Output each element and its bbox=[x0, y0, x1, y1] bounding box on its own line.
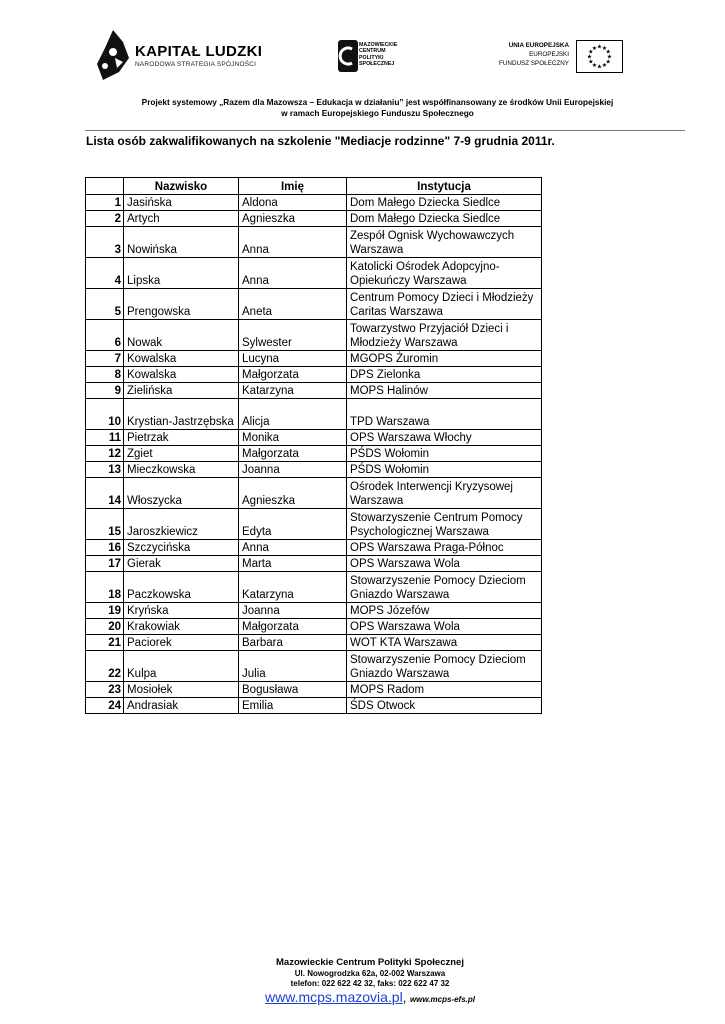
row-name: Anna bbox=[239, 258, 347, 289]
eu-star-icon: ★ bbox=[591, 63, 598, 70]
row-institution: MGOPS Żuromin bbox=[347, 351, 542, 367]
eu-line-1: UNIA EUROPEJSKA bbox=[508, 42, 569, 49]
project-line-1: Projekt systemowy „Razem dla Mazowsza – Edukacja w działaniu” jest współfinansowany ze środków Unii Europejskiej bbox=[141, 97, 614, 107]
row-institution: Stowarzyszenie Centrum Pomocy Psychologicznej Warszawa bbox=[347, 509, 542, 540]
row-name: Monika bbox=[239, 430, 347, 446]
row-number: 3 bbox=[86, 227, 124, 258]
eu-star-icon: ★ bbox=[586, 54, 593, 61]
row-number: 22 bbox=[86, 651, 124, 682]
kapital-ludzki-subtitle: NARODOWA STRATEGIA SPÓJNOŚCI bbox=[135, 61, 257, 68]
row-surname: Artych bbox=[124, 211, 239, 227]
row-institution: MOPS Radom bbox=[347, 682, 542, 698]
eu-star-icon: ★ bbox=[601, 45, 608, 52]
website-link-mcps[interactable]: www.mcps.mazovia.pl bbox=[265, 989, 403, 1005]
row-number: 11 bbox=[86, 430, 124, 446]
row-institution: DPS Zielonka bbox=[347, 367, 542, 383]
row-surname: Włoszycka bbox=[124, 478, 239, 509]
table-row bbox=[86, 383, 542, 399]
row-surname: Paciorek bbox=[124, 635, 239, 651]
row-surname: Jaroszkiewicz bbox=[124, 509, 239, 540]
row-name: Małgorzata bbox=[239, 446, 347, 462]
header-divider bbox=[85, 130, 685, 131]
row-surname: Nowińska bbox=[124, 227, 239, 258]
row-surname: Zgiet bbox=[124, 446, 239, 462]
row-name: Anna bbox=[239, 540, 347, 556]
project-line-2: w ramach Europejskiego Funduszu Społecznego bbox=[281, 107, 474, 118]
mcps-logo-text bbox=[359, 42, 397, 68]
row-surname: Krystian-Jastrzębska bbox=[124, 399, 239, 430]
row-name: Joanna bbox=[239, 603, 347, 619]
eu-star-icon: ★ bbox=[588, 59, 594, 66]
row-institution: TPD Warszawa bbox=[347, 399, 542, 430]
eu-logo-text bbox=[499, 41, 569, 68]
eu-flag-icon bbox=[576, 40, 623, 73]
header-surname: Nazwisko bbox=[124, 178, 239, 195]
mcps-logo bbox=[338, 40, 408, 76]
project-statement bbox=[70, 97, 685, 118]
row-surname: Kowalska bbox=[124, 367, 239, 383]
row-surname: Mieczkowska bbox=[124, 462, 239, 478]
row-institution: PŚDS Wołomin bbox=[347, 462, 542, 478]
row-institution: Ośrodek Interwencji Kryzysowej Warszawa bbox=[347, 478, 542, 509]
row-surname: Kowalska bbox=[124, 351, 239, 367]
table-row bbox=[86, 211, 542, 227]
row-number: 4 bbox=[86, 258, 124, 289]
row-name: Bogusława bbox=[239, 682, 347, 698]
row-institution: OPS Warszawa Praga-Północ bbox=[347, 540, 542, 556]
table-row bbox=[86, 556, 542, 572]
row-surname: Paczkowska bbox=[124, 572, 239, 603]
kapital-ludzki-title: KAPITAŁ LUDZKI bbox=[135, 43, 263, 60]
row-number: 6 bbox=[86, 320, 124, 351]
row-name: Joanna bbox=[239, 462, 347, 478]
eu-star-icon: ★ bbox=[605, 49, 611, 56]
table-header-row bbox=[86, 178, 542, 195]
table-row bbox=[86, 430, 542, 446]
row-name: Sylwester bbox=[239, 320, 347, 351]
table-row bbox=[86, 195, 542, 211]
row-institution: OPS Warszawa Wola bbox=[347, 619, 542, 635]
eu-star-icon: ★ bbox=[605, 59, 611, 66]
row-number: 7 bbox=[86, 351, 124, 367]
row-number: 14 bbox=[86, 478, 124, 509]
table-row bbox=[86, 698, 542, 714]
eu-star-icon: ★ bbox=[591, 45, 598, 52]
row-surname: Nowak bbox=[124, 320, 239, 351]
row-number: 16 bbox=[86, 540, 124, 556]
row-name: Lucyna bbox=[239, 351, 347, 367]
row-name: Agnieszka bbox=[239, 211, 347, 227]
footer-organization: Mazowieckie Centrum Polityki Społecznej bbox=[276, 957, 464, 968]
table-row bbox=[86, 227, 542, 258]
footer-websites bbox=[170, 989, 570, 1008]
table-row bbox=[86, 651, 542, 682]
row-number: 2 bbox=[86, 211, 124, 227]
row-number: 8 bbox=[86, 367, 124, 383]
table-row bbox=[86, 540, 542, 556]
table-row bbox=[86, 258, 542, 289]
table-row bbox=[86, 320, 542, 351]
header-number bbox=[86, 178, 124, 195]
row-number: 12 bbox=[86, 446, 124, 462]
row-name: Anna bbox=[239, 227, 347, 258]
row-number: 1 bbox=[86, 195, 124, 211]
row-surname: Gierak bbox=[124, 556, 239, 572]
eu-stars-icon bbox=[577, 41, 622, 72]
row-name: Małgorzata bbox=[239, 619, 347, 635]
row-surname: Kulpa bbox=[124, 651, 239, 682]
row-institution: Zespół Ognisk Wychowawczych Warszawa bbox=[347, 227, 542, 258]
table-body bbox=[86, 195, 542, 714]
row-number: 15 bbox=[86, 509, 124, 540]
row-institution: OPS Warszawa Wola bbox=[347, 556, 542, 572]
row-number: 9 bbox=[86, 383, 124, 399]
row-institution: OPS Warszawa Włochy bbox=[347, 430, 542, 446]
row-name: Barbara bbox=[239, 635, 347, 651]
row-surname: Szczycińska bbox=[124, 540, 239, 556]
row-surname: Prengowska bbox=[124, 289, 239, 320]
table-row bbox=[86, 509, 542, 540]
header-name: Imię bbox=[239, 178, 347, 195]
row-name: Emilia bbox=[239, 698, 347, 714]
table-row bbox=[86, 289, 542, 320]
row-surname: Krakowiak bbox=[124, 619, 239, 635]
eu-star-icon: ★ bbox=[606, 54, 613, 61]
kapital-ludzki-emblem-icon bbox=[93, 28, 133, 82]
row-number: 24 bbox=[86, 698, 124, 714]
row-institution: ŚDS Otwock bbox=[347, 698, 542, 714]
table-row bbox=[86, 478, 542, 509]
footer-phone: telefon: 022 622 42 32, faks: 022 622 47 32 bbox=[290, 979, 450, 988]
eu-star-icon: ★ bbox=[596, 64, 603, 71]
row-surname: Pietrzak bbox=[124, 430, 239, 446]
row-number: 13 bbox=[86, 462, 124, 478]
row-number: 5 bbox=[86, 289, 124, 320]
table-row bbox=[86, 462, 542, 478]
row-name: Małgorzata bbox=[239, 367, 347, 383]
eu-star-icon: ★ bbox=[601, 63, 608, 70]
mcps-emblem-icon bbox=[338, 40, 358, 72]
table-row bbox=[86, 682, 542, 698]
page-title: Lista osób zakwalifikowanych na szkolenie "Mediacje rodzinne" 7-9 grudnia 2011r. bbox=[86, 134, 555, 148]
row-name: Julia bbox=[239, 651, 347, 682]
row-name: Katarzyna bbox=[239, 383, 347, 399]
row-number: 20 bbox=[86, 619, 124, 635]
row-surname: Jasińska bbox=[124, 195, 239, 211]
eu-line-3: FUNDUSZ SPOŁECZNY bbox=[499, 60, 569, 67]
table-row bbox=[86, 603, 542, 619]
row-number: 17 bbox=[86, 556, 124, 572]
row-name: Aneta bbox=[239, 289, 347, 320]
row-institution: Dom Małego Dziecka Siedlce bbox=[347, 195, 542, 211]
row-name: Agnieszka bbox=[239, 478, 347, 509]
mcps-line-3: POLITYKI bbox=[359, 54, 384, 61]
mcps-line-4: SPOŁECZNEJ bbox=[359, 61, 395, 68]
row-institution: Katolicki Ośrodek Adopcyjno-Opiekuńczy Warszawa bbox=[347, 258, 542, 289]
row-institution: WOT KTA Warszawa bbox=[347, 635, 542, 651]
footer-address: Ul. Nowogrodzka 62a, 02-002 Warszawa bbox=[294, 969, 446, 978]
row-name: Aldona bbox=[239, 195, 347, 211]
row-surname: Zielińska bbox=[124, 383, 239, 399]
row-institution: Dom Małego Dziecka Siedlce bbox=[347, 211, 542, 227]
eu-star-icon: ★ bbox=[588, 49, 594, 56]
row-name: Edyta bbox=[239, 509, 347, 540]
row-number: 21 bbox=[86, 635, 124, 651]
mcps-line-2: CENTRUM bbox=[359, 48, 386, 55]
table-row bbox=[86, 572, 542, 603]
row-surname: Lipska bbox=[124, 258, 239, 289]
kapital-ludzki-logo bbox=[93, 28, 268, 82]
mcps-line-1: MAZOWIECKIE bbox=[359, 42, 398, 48]
row-institution: Towarzystwo Przyjaciół Dzieci i Młodzieży Warszawa bbox=[347, 320, 542, 351]
row-institution: PŚDS Wołomin bbox=[347, 446, 542, 462]
header-institution: Instytucja bbox=[347, 178, 542, 195]
footer bbox=[170, 957, 570, 1008]
row-surname: Andrasiak bbox=[124, 698, 239, 714]
row-institution: MOPS Józefów bbox=[347, 603, 542, 619]
eu-star-icon: ★ bbox=[596, 44, 603, 51]
table-row bbox=[86, 351, 542, 367]
row-name: Alicja bbox=[239, 399, 347, 430]
table-row bbox=[86, 399, 542, 430]
row-number: 19 bbox=[86, 603, 124, 619]
row-surname: Kryńska bbox=[124, 603, 239, 619]
table-row bbox=[86, 446, 542, 462]
row-name: Marta bbox=[239, 556, 347, 572]
table-row bbox=[86, 367, 542, 383]
row-name: Katarzyna bbox=[239, 572, 347, 603]
row-number: 18 bbox=[86, 572, 124, 603]
row-institution: Stowarzyszenie Pomocy Dzieciom Gniazdo Warszawa bbox=[347, 651, 542, 682]
row-institution: Centrum Pomocy Dzieci i Młodzieży Caritas Warszawa bbox=[347, 289, 542, 320]
table-row bbox=[86, 635, 542, 651]
participants-table bbox=[85, 177, 542, 714]
website-separator: , bbox=[402, 990, 410, 1005]
website-link-efs[interactable]: www.mcps-efs.pl bbox=[409, 995, 475, 1004]
table-row bbox=[86, 619, 542, 635]
eu-line-2: EUROPEJSKI bbox=[529, 51, 569, 58]
row-number: 23 bbox=[86, 682, 124, 698]
row-surname: Mosiołek bbox=[124, 682, 239, 698]
row-number: 10 bbox=[86, 399, 124, 430]
eu-logo bbox=[498, 40, 623, 74]
row-institution: MOPS Halinów bbox=[347, 383, 542, 399]
row-institution: Stowarzyszenie Pomocy Dzieciom Gniazdo Warszawa bbox=[347, 572, 542, 603]
